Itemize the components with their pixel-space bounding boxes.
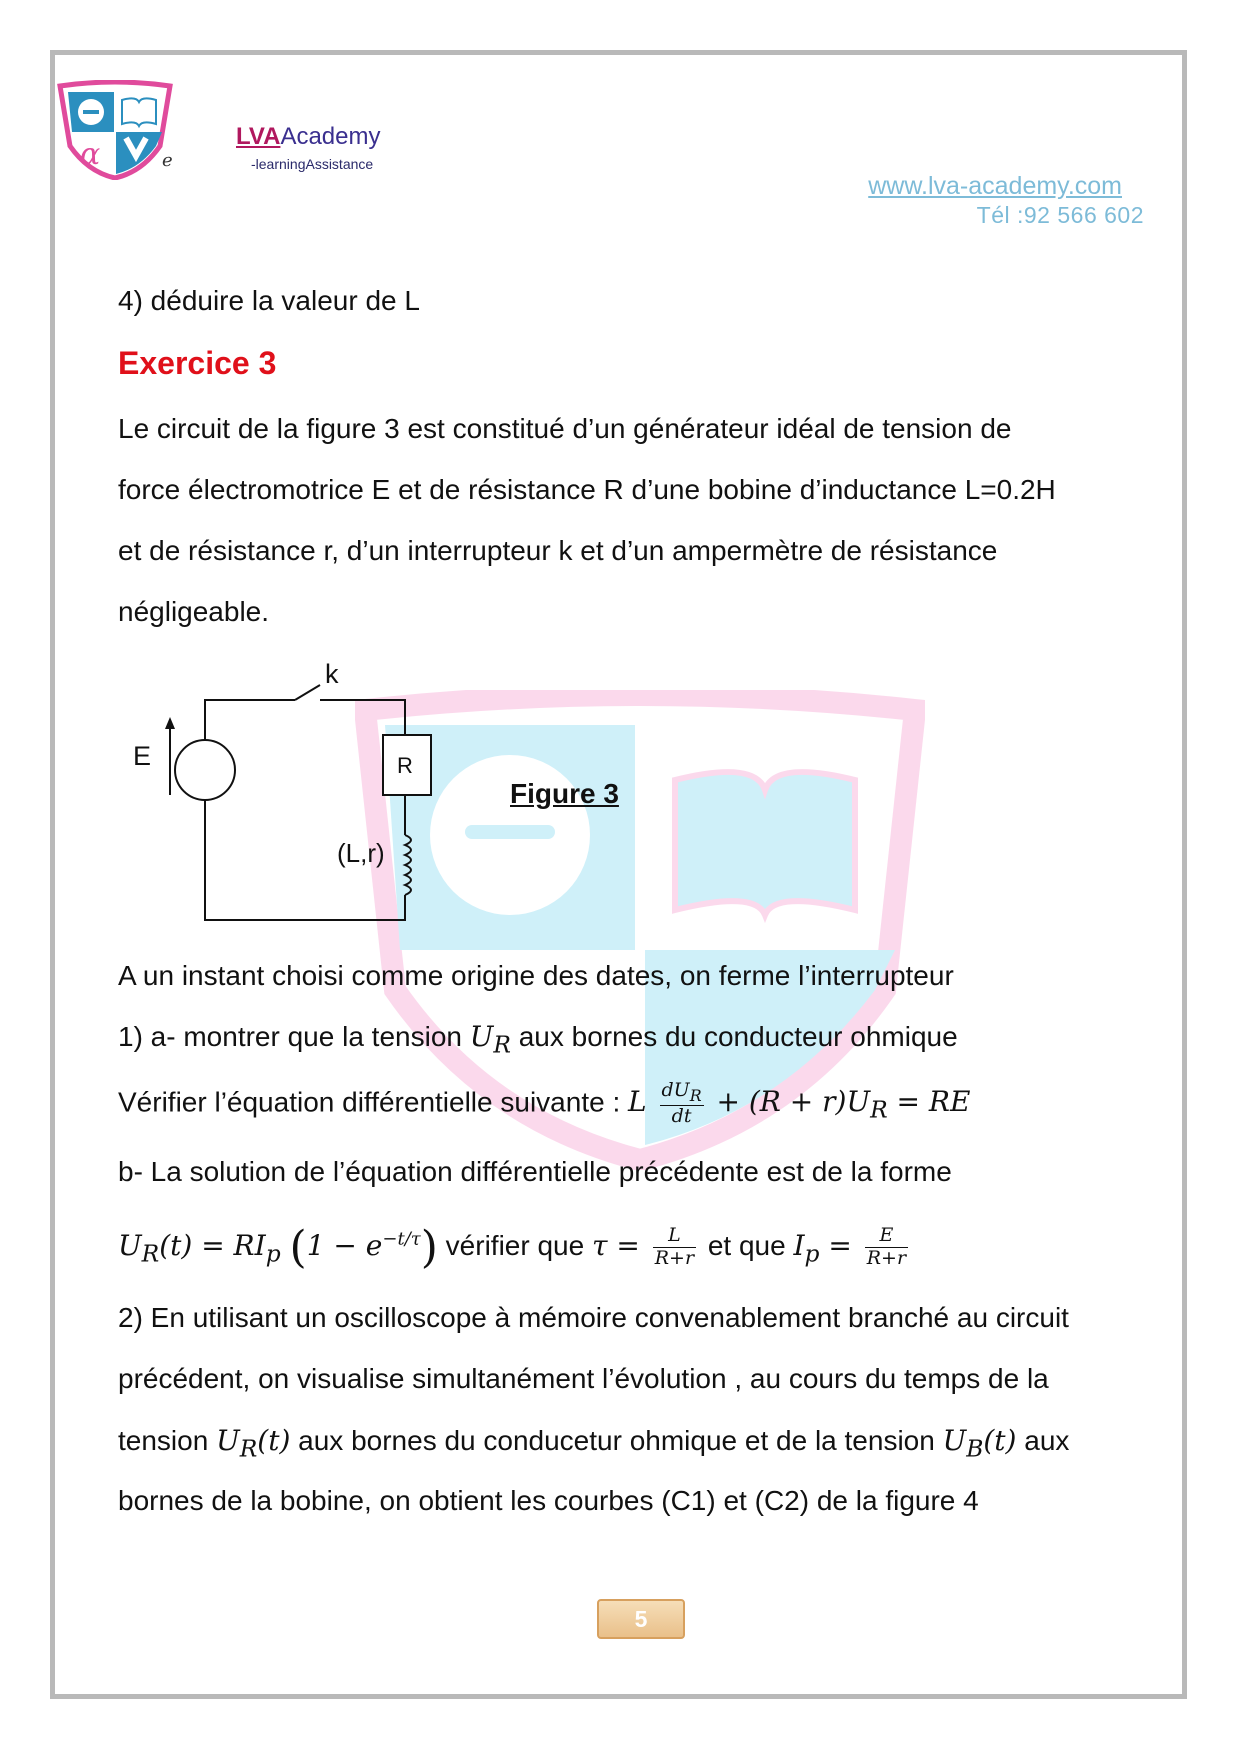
intro-line-4: négligeable. (118, 596, 270, 627)
intro-line-1: Le circuit de la figure 3 est constitué d’un générateur idéal de tension de (118, 413, 1012, 444)
question-2-line-1: 2) En utilisant un oscilloscope à mémoire convenablement branché au circuit (118, 1302, 1069, 1333)
ip-formula: $I_p$ = $\frac{E}{R+r}$ (793, 1224, 907, 1269)
question-1b: b- La solution de l’équation différentielle précédente est de la forme (118, 1156, 952, 1187)
origin-line: A un instant choisi comme origine des dates, on ferme l’interrupteur (118, 960, 954, 991)
page-number: 5 (634, 1606, 648, 1632)
brand-name (236, 123, 380, 151)
q1a-text-start: 1) a- montrer que la tension (118, 1021, 470, 1052)
ur-symbol: $U_R$ (469, 1020, 511, 1059)
solution-line (118, 1222, 912, 1273)
brand-subtitle: -learningAssistance (251, 156, 374, 172)
tau-formula: τ = $\frac{L}{R+r}$ (591, 1224, 695, 1269)
phone-number: Tél :92 566 602 (976, 202, 1144, 228)
q1a-text-end: aux bornes du conducteur ohmique (510, 1021, 958, 1052)
ur-t-symbol: $U_R(t)$ (216, 1424, 291, 1463)
differential-equation-line (118, 1080, 970, 1128)
brand-lva: LVA (236, 123, 281, 150)
question-1a (118, 1020, 958, 1059)
exercise-title: Exercice 3 (118, 345, 277, 381)
generator-label: E (133, 741, 152, 771)
diff-equation: L $\frac{dU_R}{dt}$ + $(R + r)U_R$ = RE (628, 1079, 971, 1127)
svg-text:α: α (80, 137, 101, 172)
lva-logo-icon (56, 80, 174, 180)
intro-line-2: force électromotrice E et de résistance R d’une bobine d’inductance L=0.2H (118, 474, 1056, 505)
coil-label: (L,r) (337, 838, 385, 868)
q2-text-b: aux bornes du conducetur ohmique et de la tension (290, 1425, 943, 1456)
solution-formula: $U_R(t) = RI_p$ $(1 - e^{-t/\tau})$ (118, 1222, 438, 1273)
question-2-line-4: bornes de la bobine, on obtient les courbes (C1) et (C2) de la figure 4 (118, 1485, 979, 1516)
page-number-badge (597, 1599, 685, 1639)
q2-text-c: aux (1016, 1425, 1070, 1456)
question-4: 4) déduire la valeur de L (118, 285, 420, 316)
logo-e-letter: e (162, 150, 173, 171)
question-2-line-2: précédent, on visualise simultanément l’évolution , au cours du temps de la (118, 1363, 1049, 1394)
question-2-line-3 (118, 1424, 1069, 1463)
website-link[interactable]: www.lva-academy.com (868, 172, 1122, 200)
q2-text-a: tension (118, 1425, 217, 1456)
ub-t-symbol: $U_B(t)$ (942, 1424, 1017, 1463)
solution-and-text: et que (700, 1230, 794, 1261)
solution-verify-text: vérifier que (437, 1230, 592, 1261)
brand-academy: Academy (280, 123, 381, 150)
figure-3-label: Figure 3 (510, 778, 619, 809)
resistor-label: R (397, 753, 413, 778)
verify-text: Vérifier l’équation différentielle suivante : (118, 1086, 629, 1118)
intro-line-3: et de résistance r, d’un interrupteur k et d’un ampermètre de résistance (118, 535, 998, 566)
switch-label: k (325, 659, 339, 689)
